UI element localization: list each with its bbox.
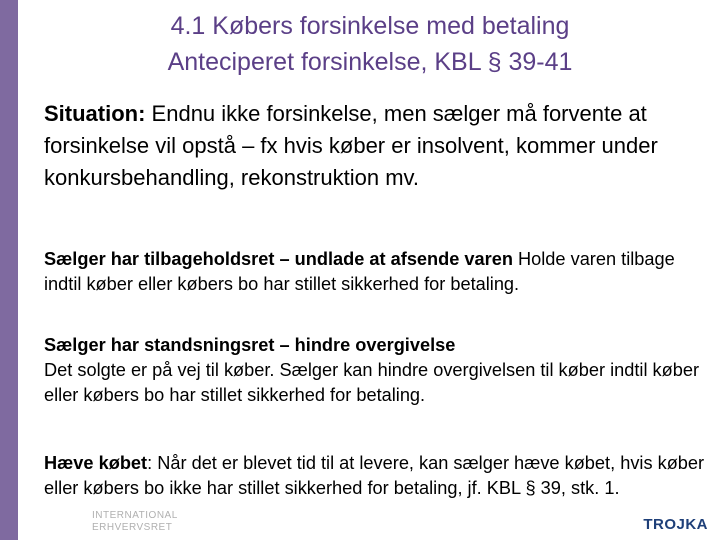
footer-line-1: INTERNATIONAL xyxy=(92,510,178,521)
retention-right-text: Holde varen tilbage indtil køber eller købers bo har stillet sikkerhed for betaling. xyxy=(44,249,675,294)
situation-paragraph xyxy=(44,98,684,194)
retention-right-paragraph xyxy=(44,247,714,297)
footer-line-2: ERHVERVSRET xyxy=(92,522,173,533)
left-accent-bar xyxy=(0,0,18,540)
stoppage-right-paragraph xyxy=(44,333,714,408)
cancel-purchase-paragraph xyxy=(44,451,714,501)
situation-text: Endnu ikke forsinkelse, men sælger må forvente at forsinkelse vil opstå – fx hvis køber er insolvent, kommer under konkursbehandling, rekonstruktion mv. xyxy=(44,101,658,190)
footer-course-label xyxy=(92,510,178,534)
stoppage-right-text: Det solgte er på vej til køber. Sælger kan hindre overgivelsen til køber indtil køber eller købers bo har stillet sikkerhed for betaling. xyxy=(44,360,700,405)
title-line-1: 4.1 Købers forsinkelse med betaling xyxy=(170,12,570,40)
cancel-purchase-text: : Når det er blevet tid til at levere, kan sælger hæve købet, hvis køber eller købers bo ikke har stillet sikkerhed for betaling, jf. KBL § 39, stk. 1. xyxy=(44,453,705,498)
trojka-logo: TROJKA xyxy=(643,516,708,533)
stoppage-right-heading: Sælger har standsningsret – hindre overgivelse xyxy=(44,335,456,355)
cancel-purchase-heading: Hæve købet xyxy=(44,453,148,473)
slide-title xyxy=(40,8,700,80)
title-line-2: Anteciperet forsinkelse, KBL § 39-41 xyxy=(167,48,573,76)
retention-right-heading: Sælger har tilbageholdsret – undlade at afsende varen xyxy=(44,249,513,269)
situation-label: Situation: xyxy=(44,101,146,126)
